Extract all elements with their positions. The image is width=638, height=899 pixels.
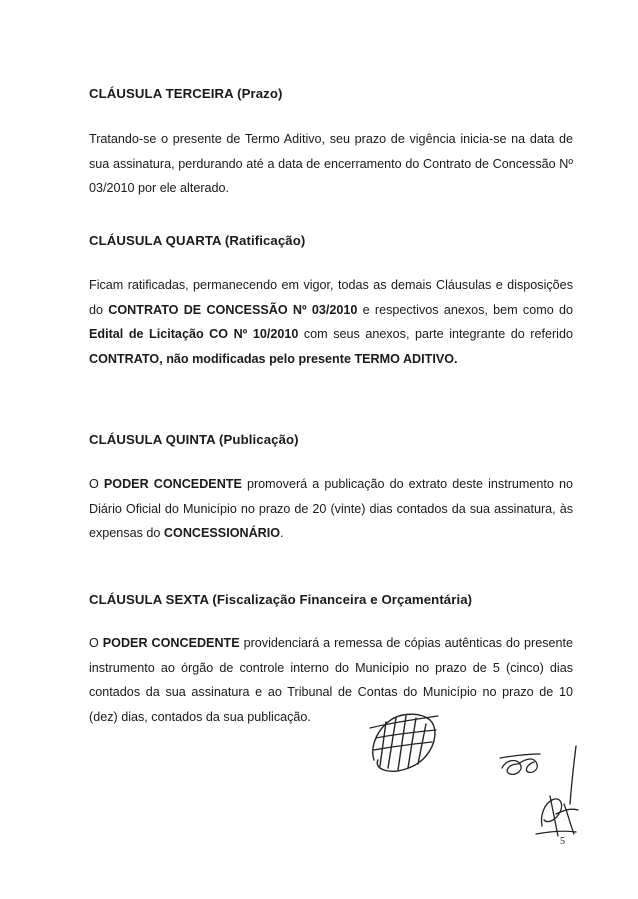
- bold-text-run: PODER CONCEDENTE: [103, 477, 242, 491]
- page-number: 5: [560, 836, 565, 847]
- text-run: Ficam ratificadas, permanecendo em vigor, todas as demais Cláusulas e disposições do: [89, 278, 573, 317]
- bold-text-run: CONTRATO, não modificadas pelo presente TERMO ADITIVO.: [89, 351, 458, 366]
- clause-heading: CLÁUSULA QUINTA (Publicação): [89, 432, 299, 447]
- clause-paragraph: [89, 472, 573, 546]
- bold-text-run: CONTRATO DE CONCESSÃO Nº 03/2010: [108, 302, 358, 317]
- clause-sexta: [89, 592, 573, 729]
- text-run: providenciará a remessa de cópias autênticas do presente instrumento ao órgão de controle interno do Município no prazo de 5 (cinco) dias contados da sua assinatura e ao Tribunal de Contas do Município no prazo de 10 (dez) dias, contados da sua publicação.: [89, 636, 573, 724]
- text-run: O: [89, 477, 104, 491]
- bold-text-run: PODER CONCEDENTE: [102, 636, 240, 650]
- bold-text-run: CONCESSIONÁRIO: [163, 526, 281, 540]
- text-run: e respectivos anexos, bem como do: [357, 302, 573, 317]
- text-run: promoverá a publicação do extrato deste instrumento no Diário Oficial do Município no prazo de 20 (vinte) dias contados da sua assinatura, às expensas do: [89, 477, 574, 540]
- signature-initials-3: [530, 790, 584, 842]
- clause-quinta: [89, 432, 573, 546]
- clause-heading: CLÁUSULA TERCEIRA (Prazo): [89, 86, 283, 101]
- clause-heading: CLÁUSULA QUARTA (Ratificação): [89, 233, 306, 248]
- signature-initials-1: [366, 708, 444, 778]
- clause-terceira: [89, 86, 573, 201]
- text-run: com seus anexos, parte integrante do referido: [298, 327, 573, 341]
- clause-paragraph: [89, 631, 573, 729]
- clause-quarta: [89, 233, 573, 371]
- signature-initials-2: [496, 746, 556, 782]
- text-run: .: [280, 526, 284, 540]
- bold-text-run: Edital de Licitação CO Nº 10/2010: [89, 327, 299, 341]
- clause-paragraph: [89, 273, 573, 371]
- clause-heading: CLÁUSULA SEXTA (Fiscalização Financeira e Orçamentária): [89, 592, 473, 607]
- clause-paragraph: Tratando-se o presente de Termo Aditivo, seu prazo de vigência inicia-se na data de sua assinatura, perdurando até a data de encerramento do Contrato de Concessão Nº 03/2010 por ele alterado.: [89, 132, 573, 195]
- text-run: O: [89, 636, 103, 650]
